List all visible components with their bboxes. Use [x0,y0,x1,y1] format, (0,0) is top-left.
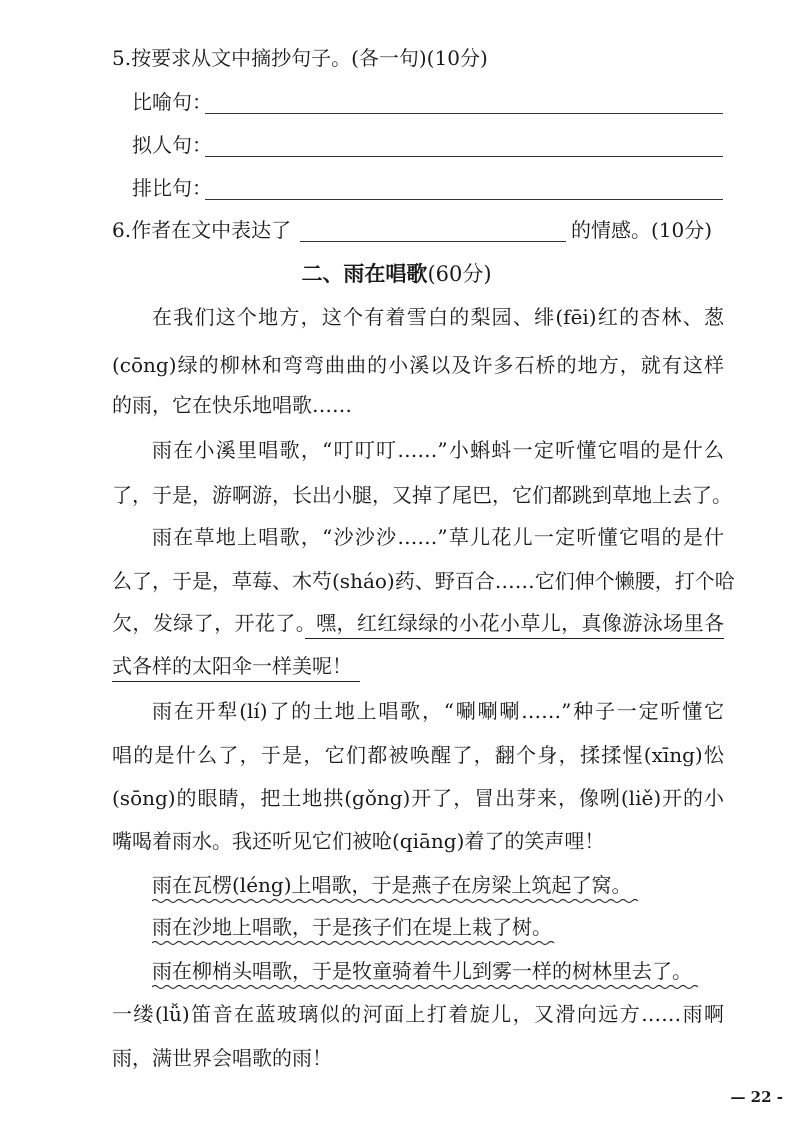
passage-line: 雨，满世界会唱歌的雨！ [112,1046,332,1070]
underline-sentence [305,638,724,639]
section-score: (60分) [427,262,492,286]
section-title [0,260,793,288]
passage-line: 在我们这个地方，这个有着雪白的梨园、绯(fēi)红的杏林、葱 [152,305,724,329]
passage-line: 雨在草地上唱歌，“沙沙沙……”草儿花儿一定听懂它唱的是什 [152,525,724,549]
parallelism-label: 排比句： [132,176,212,200]
passage-line: 欠，发绿了，开花了。嘿，红红绿绿的小花小草儿，真像游泳场里各 [112,611,724,635]
wavy-underline [152,984,724,990]
passage-line: (sōng)的眼睛，把土地拱(gǒng)开了，冒出芽来，像咧(liě)开的小 [112,786,724,810]
passage-line: 嘴喝着雨水。我还听见它们被呛(qiāng)着了的笑声哩！ [112,829,605,853]
passage-line: 唱的是什么了，于是，它们都被唤醒了，翻个身，揉揉惺(xīng)忪 [112,743,724,767]
parallelism-answer-blank[interactable] [205,199,723,200]
simile-label: 比喻句： [132,90,212,114]
passage-line: 雨在柳梢头唱歌，于是牧童骑着牛儿到雾一样的树林里去了。 [152,959,692,983]
personification-answer-blank[interactable] [205,156,723,157]
passage-line: 了，于是，游啊游，长出小腿，又掉了尾巴，它们都跳到草地上去了。 [112,483,732,507]
passage-line: (cōng)绿的柳林和弯弯曲曲的小溪以及许多石桥的地方，就有这样 [112,353,724,377]
passage-line: 一缕(lǚ)笛音在蓝玻璃似的河面上打着旋儿，又滑向远方……雨啊 [112,1002,724,1026]
passage-line: 雨在小溪里唱歌，“叮叮叮……”小蝌蚪一定听懂它唱的是什么 [152,438,724,462]
passage-line: 的雨，它在快乐地唱歌…… [112,393,352,417]
question-5-prompt: 5.按要求从文中摘抄句子。(各一句)(10分) [112,46,488,70]
question-6-suffix: 的情感。(10分) [571,218,713,242]
passage-line: 么了，于是，草莓、木芍(sháo)药、野百合……它们伸个懒腰，打个哈 [112,569,735,593]
page-number: — 22 - [730,1088,783,1106]
passage-line: 式各样的太阳伞一样美呢！ [112,654,352,678]
simile-answer-blank[interactable] [205,113,723,114]
wavy-underline [152,940,556,946]
personification-label: 拟人句： [132,133,212,157]
passage-line: 雨在开犁(lí)了的土地上唱歌，“唰唰唰……”种子一定听懂它 [152,699,724,723]
question-6-prefix: 6.作者在文中表达了 [112,218,292,242]
emotion-answer-blank[interactable] [300,241,566,242]
wavy-underline [152,898,640,904]
section-title-text: 二、雨在唱歌 [301,261,428,286]
passage-line: 雨在沙地上唱歌，于是孩子们在堤上栽了树。 [152,915,552,939]
passage-line: 雨在瓦楞(léng)上唱歌，于是燕子在房梁上筑起了窝。 [152,873,632,897]
underline-sentence [112,681,360,682]
